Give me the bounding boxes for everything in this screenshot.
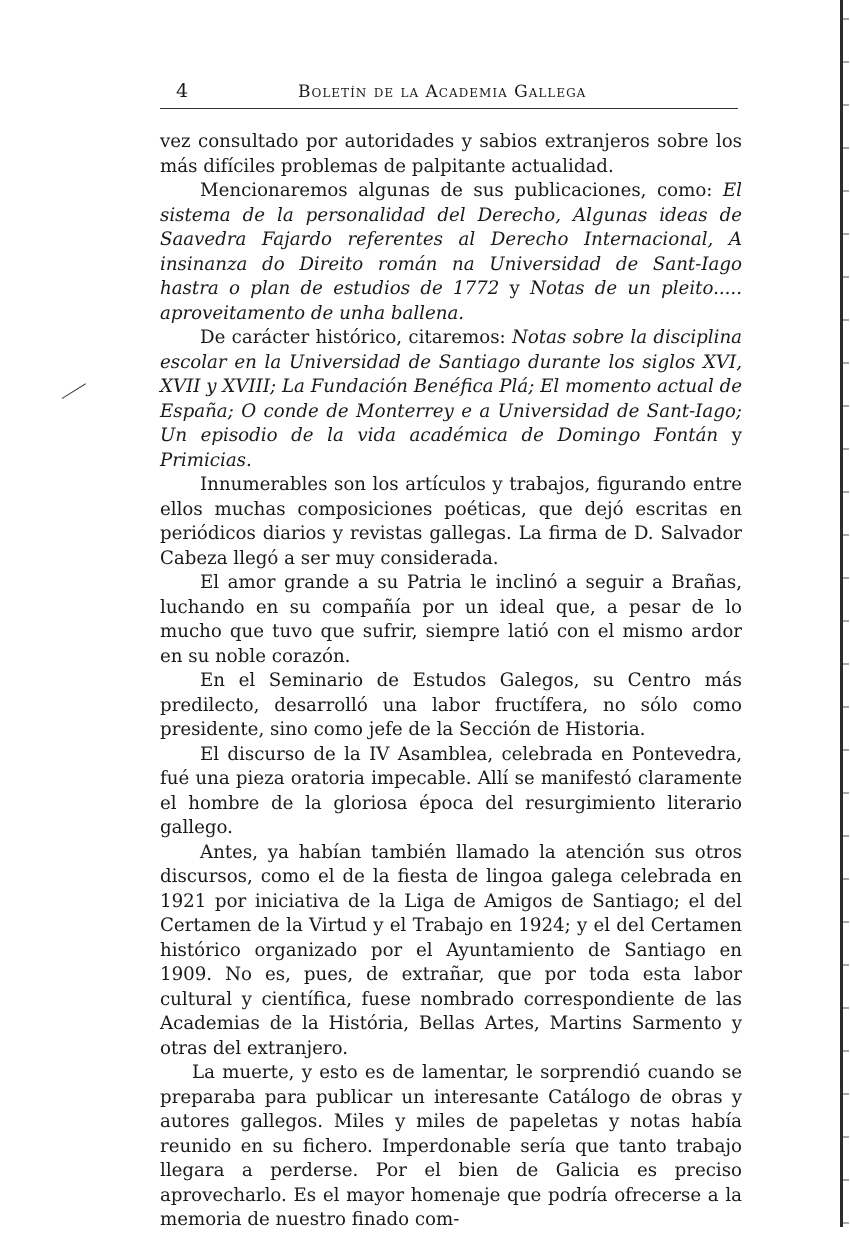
paragraph-2-works-2: Notas de un pleito..... aproveitamento de unha ballena. [160, 278, 742, 324]
paragraph-3-works-2: Primicias. [160, 449, 252, 471]
page-number: 4 [176, 80, 189, 102]
paragraph-3 [160, 326, 742, 473]
paragraph-6: En el Seminario de Estudos Galegos, su Centro más predilecto, desarrolló una labor fructífera, no sólo como presidente, sino como jefe de la Sección de Historia. [160, 670, 742, 740]
header-rule [160, 108, 738, 109]
paragraph-2-works: El sistema de la personalidad del Derecho, Algunas ideas de Saavedra Fajardo referentes al Derecho Internacional, A insinanza do Direito román na Universidad de Sant-Iago hastra o plan de estudios de 1772 [160, 180, 742, 299]
running-head: Boletín de la Academia Gallega [298, 82, 587, 102]
article-body [160, 130, 742, 1233]
paragraph-9: La muerte, y esto es de lamentar, le sorprendió cuando se preparaba para publicar un interesante Catálogo de obras y autores gallegos. Miles y miles de papeletas y notas había reunido en su fichero. Imperdonable sería que tanto trabajo llegara a perderse. Por el bien de Galicia es preciso aprovecharlo. Es el mayor homenaje que podría ofrecerse a la memoria de nuestro finado com- [160, 1062, 742, 1230]
paragraph-2 [160, 179, 742, 326]
paragraph-3-works: Notas sobre la disciplina escolar en la Universidad de Santiago durante los siglos XVI, XVII y XVIII; La Fundación Benéfica Plá; El momento actual de España; O conde de Monterrey e a Universidad de Sant-Iago; Un episodio de la vida académica de Domingo Fontán [160, 327, 742, 446]
page-edge-shadow [843, 0, 849, 1227]
paragraph-5: El amor grande a su Patria le inclinó a seguir a Brañas, luchando en su compañía por un ideal que, a pesar de lo mucho que tuvo que sufrir, siempre latió con el mismo ardor en su noble corazón. [160, 572, 742, 667]
paragraph-2-lead: Mencionaremos algunas de sus publicaciones, como: [200, 180, 723, 201]
paragraph-3-joiner: y [718, 425, 742, 446]
paragraph-7: El discurso de la IV Asamblea, celebrada en Pontevedra, fué una pieza oratoria impecable. Allí se manifestó claramente el hombre de la gloriosa época del resurgimiento literario gallego. [160, 743, 742, 838]
paragraph-3-lead: De carácter histórico, citaremos: [200, 327, 512, 348]
margin-pencil-mark [62, 383, 86, 399]
paragraph-4: Innumerables son los artículos y trabajos, figurando entre ellos muchas composiciones poéticas, que dejó escritas en periódicos diarios y revistas gallegas. La firma de D. Salvador Cabeza llegó a ser muy considerada. [160, 474, 742, 569]
paragraph-8: Antes, ya habían también llamado la atención sus otros discursos, como el de la fiesta de lingoa galega celebrada en 1921 por iniciativa de la Liga de Amigos de Santiago; el del Certamen de la Virtud y el Trabajo en 1924; y el del Certamen histórico organizado por el Ayuntamiento de Santiago en 1909. No es, pues, de extrañar, que por toda esta labor cultural y científica, fuese nombrado correspondiente de las Academias de la História, Bellas Artes, Martins Sarmento y otras del extranjero. [160, 841, 742, 1059]
paragraph-1: vez consultado por autoridades y sabios extranjeros sobre los más difíciles problemas de palpitante actualidad. [160, 131, 742, 177]
paragraph-2-joiner: y [499, 278, 531, 299]
